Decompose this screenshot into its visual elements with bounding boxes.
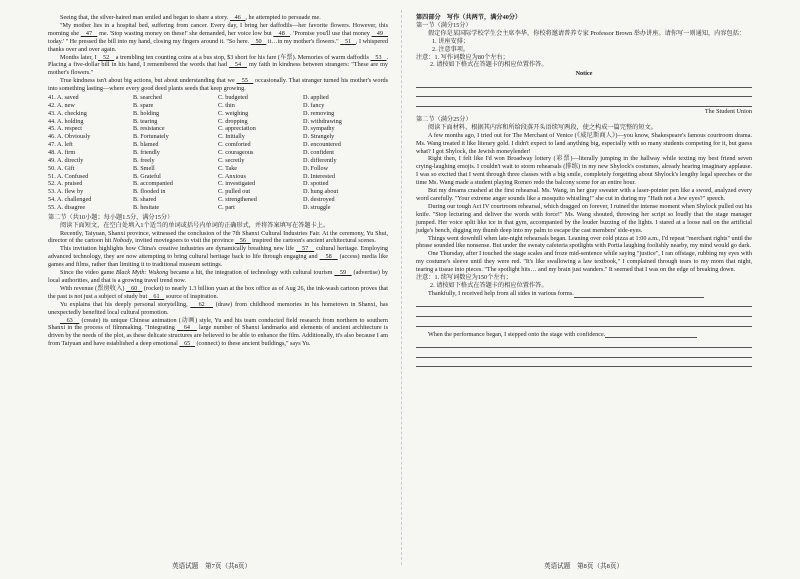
answer-line [416,88,752,98]
option-cell: 49. A. directly [48,156,84,164]
writing-sec1-title: 第一节（满分15分） [416,21,472,29]
story-paragraph-2: "My mother lies in a hospital bed, suffering from cancer. Every day, I bring her daffodils—her favorite flowers. However, this morning she 47 me. 'Stop wasting money on these!' she demanded, her voice low but 48 . 'Promise you'll use that money 49 today.' " He pressed the bill into my hand, closing my fingers around it. "So here. 50 it…in my mother's flowers." 51 , I whispered thanks over and over again. [48,21,389,53]
story-para-4: During our tough Act IV courtroom rehearsal, which dragged on forever, I ruined the intense moment when Shylock pulled out his knife. "Stop lecturing and deliver the words with force!" Ms. Wang shouted, throwing her script so loudly that the stage manager jumped. Her voice split like ice in that gym, accompanied by the louder buzzing of the lights. I stared at a loose nail on the artificial judge's bench, digging my thumb deep into my palm to escape the cast members' side-eyes. [416,202,752,234]
continuation-prompt-1: Thankfully, I received help from all sides in various forms. [416,290,752,298]
passage2-paragraph-4: With revenue (票房收入) 60 (rocket) to nearly 1.3 billion yuan at the box office as of Aug 26, the ink-wash cartoon proves that the past is not just a subject of study but 61 source of inspiration. [48,284,388,300]
story-paragraph-1: Seeing that, the silver-haired man smiled and began to share a story. 46 , he attempted to persuade me. [60,14,321,21]
option-cell: D. struggle [303,203,331,211]
option-cell: C. weighing [218,109,249,117]
option-cell: C. part [218,203,235,211]
option-row [48,204,388,212]
option-cell: 43. A. checking [48,109,87,117]
option-row [48,125,388,133]
option-row [48,133,388,141]
option-cell: B. searched [133,94,162,102]
option-cell: B. spare [133,101,154,109]
page-footer-left: 英语试题 第7页（共8页） [172,563,252,570]
option-row [48,118,388,126]
story-para-6: One Thursday, after I touched the stage scales and froze mid-sentence while saying "justice", I ran offstage, rubbing my eyes with my costume's sleeve until they were red. "It's like swallowing a law textbook," I complained through tears to my mom that night, tearing a tissue into pieces. "The spotlight hits… and my brain just wanders." It seemed that I was on the edge of breaking down. [416,250,752,274]
signature: The Student Union [704,108,752,116]
option-cell: B. tearing [133,117,158,125]
option-cell: D. removing [303,109,335,117]
left-column [48,14,388,348]
option-row [48,149,388,157]
option-row [48,110,388,118]
answer-line [416,338,752,348]
answer-line [416,358,752,368]
right-column [416,14,752,367]
story-para-2: Right then, I felt like I'd won Broadway lottery (彩票)—literally jumping in the hallway while texting my best friend seven crying-laughing emojis. I couldn't wait to storm rehearsals (排练) in my new Shylock's costumes, already hearing imaginary applause. I was so excited that I went through three classes with a big smile, completely forgetting about Shylock's lengthy legal speeches or the time Ms. Wang made a student playing Romeo redo the balcony scene for an entire hour. [416,155,752,187]
continuation-prompt-2: When the performance began, I stepped onto the stage with confidence. [416,331,752,339]
option-cell: C. investigated [218,180,256,188]
option-cell: C. strengthened [218,196,257,204]
option-cell: D. Interested [303,172,335,180]
option-row [48,173,388,181]
option-row [48,188,388,196]
passage2-paragraph-1: Recently, Taiyuan, Shanxi province, witnessed the conclusion of the 7th Shanxi Cultural Industries Fair. At the ceremony, Yu Shui, director of the cartoon hit Nobody, invited moviegoers to visit the province 56 inspired the cartoon's ancient architectural scenes. [48,229,388,245]
option-cell: C. thin [218,101,235,109]
option-cell: 50. A. Gift [48,164,75,172]
option-cell: C. Initially [218,133,245,141]
option-cell: D. destroyed [303,196,335,204]
option-cell: B. hesitate [133,203,160,211]
option-cell: C. Anxious [218,172,246,180]
option-cell: C. budgeted [218,94,248,102]
option-row [48,141,388,149]
option-row [48,180,388,188]
writing-sec2-title: 第二节（满分25分） [416,115,472,123]
option-cell: C. courageous [218,148,254,156]
writing-sec2-instruction: 阅读下面材料，根据其内容和所给段落开头语续写两段，使之构成一篇完整的短文。 [428,123,657,131]
option-cell: D. differently [303,156,337,164]
option-cell: 54. A. challenged [48,196,92,204]
blank-46: 46 [234,14,241,21]
option-cell: 53. A. flew by [48,188,84,196]
option-cell: B. shared [133,196,157,204]
option-cell: D. spotted [303,180,329,188]
option-cell: B. Smell [133,164,155,172]
story-para-1: A few months ago, I tried out for The Merchant of Venice (《威尼斯商人》)—you know, Shakespeare's famous courtroom drama. Ms. Wang treated it like literary gold. I didn't expect to land anything big, especially with so many students competing for it, but guess what? I got Shylock, the Jewish moneylender! [416,131,752,155]
option-cell: B. flooded in [133,188,166,196]
sec1-item-2: 2. 注意事项。 [432,45,470,53]
option-cell: B. holding [133,109,160,117]
option-cell: 45. A. respect [48,125,83,133]
passage2-paragraph-3: Since the video game Black Myth: Wukong became a hit, the integration of technology with cultural tourism 59 (advertise) by local authorities, and that is a growing travel trend now. [48,269,389,284]
option-cell: C. pulled out [218,188,251,196]
answer-line [416,317,752,327]
option-row [48,196,388,204]
option-row [48,102,388,110]
passage2-paragraph-5: Yu explains that his deeply personal storytelling, 62 (draw) from childhood memories in his hometown in Shanxi, has unexpectedly benefited local cultural promotion. [48,300,388,316]
note-2: 2. 请按如下格式在答题卡的相应位置作答。 [430,61,548,69]
option-cell: B. blamed [133,141,159,149]
option-cell: B. resistance [133,125,165,133]
option-cell: 48. A. firm [48,148,76,156]
section2-title: 第二节（共10小题；每小题1.5分，满分15分） [48,213,174,221]
option-cell: 44. A. holding [48,117,84,125]
option-cell: B. accompanied [133,180,173,188]
option-cell: B. Grateful [133,172,161,180]
note-3: 注意：1. 续写词数应为150个左右； [416,274,512,282]
answer-line [416,307,752,317]
option-cell: C. Take [218,164,238,172]
answer-line [416,97,752,107]
column-divider [401,10,402,565]
option-cell: D. withdrawing [303,117,342,125]
option-row [48,165,388,173]
answer-line [416,348,752,358]
page-footer-right: 英语试题 第8页（共8页） [544,563,624,570]
option-cell: D. confident [303,148,334,156]
part4-title: 第四部分 写作（共两节，满分40分） [416,14,522,21]
option-cell: B. Fortunately [133,133,169,141]
option-cell: D. hung about [303,188,339,196]
option-cell: B. friendly [133,148,160,156]
option-cell: C. comforted [218,141,251,149]
option-cell: 52. A. praised [48,180,83,188]
passage2-paragraph-6: 63 (create) its unique Chinese animation (动画) style, Yu and his team conducted field research from northern to southern Shanxi in the process of filmmaking. "Integrating 64 large number of Shanxi landmarks and elements of ancient architecture is driven by the needs of the plot, as these delicate structures are believed to be able to enhance the film. Additionally, it's also because I am from Taiyuan and have established a deep emotional 65 (connect) to these ancient buildings," says Yu. [48,316,389,348]
notice-title: Notice [575,70,593,78]
options-table [48,94,388,212]
note-4: 2. 请按如下格式在答题卡的相应位置作答。 [430,281,548,289]
story-para-3: But my dreams crashed at the first rehearsal. Ms. Wang, in her gray sweater with a laser-pointer pen like a sword, analyzed every word carefully. "Your extreme anger sounds like a mosquito whistling!" she cut in during my "Hath not a Jew eyes?" speech. [416,187,752,202]
option-cell: D. sympathy [303,125,335,133]
option-cell: 42. A. new [48,101,75,109]
story-paragraph-4: True kindness isn't about big actions, but about understanding that we 55 occasionally. That stranger turned his mother's words into something lasting—where every good deed plants seeds that keep growing. [48,77,389,93]
option-cell: D. encountered [303,141,341,149]
option-cell: 51. A. Confused [48,172,89,180]
option-row [48,94,388,102]
writing-sec1-instruction: 假定你是某国际学校学生会主席李华，你校将邀请普养专家 Professor Brown 举办讲座。请你写一则通知，内容包括： [428,29,746,37]
answer-line [416,298,752,308]
story-paragraph-3: Months later, I 52 a trembling ten counting coins at a bus stop, $3 short for his fare (车票). Memories of warm daffodils 53 . Placing a five-dollar bill in his hand, I remembered the words that had 54 my faith in kindness between strangers: "These are my mother's flowers." [48,53,389,77]
option-cell: 47. A. left [48,141,73,149]
option-cell: D. fancy [303,101,325,109]
option-cell: C. secretly [218,156,245,164]
sec1-item-1: 1. 讲座安排； [432,37,470,45]
option-cell: C. appreciation [218,125,256,133]
section2-instruction: 阅读下面短文，在空白处填入1个适当的单词或括号内单词的正确形式，并将答案填写在答题卡上。 [60,221,330,229]
option-cell: D. applied [303,94,329,102]
option-cell: C. dropping [218,117,248,125]
option-cell: D. Follow [303,164,329,172]
option-cell: 46. A. Obviously [48,133,91,141]
option-cell: D. Strangely [303,133,335,141]
note-1: 注意：1. 写作词数应为80个左右； [416,53,509,61]
option-cell: 41. A. saved [48,94,79,102]
answer-line [416,78,752,88]
option-cell: B. freely [133,156,155,164]
story-para-5: Things went downhill when late-night rehearsals began. Leaning over cold pizza at 1:00 a.m., I'd repeat "merchant rights" until the phrase sounded like nonsense. But under the sweaty cafeteria spotlights with Portia laughing foolishly nearby, my mind would go dark. [416,234,752,250]
option-cell: 55. A. disagree [48,203,86,211]
passage2-paragraph-2: This invitation highlights how China's creative industries are dynamically breathing new life 57 cultural heritage. Employing advanced technology, they are now attempting to bring cultural heritage back to life through engaging and 58 (access) media like games and films, rather than limiting it to traditional museum settings. [48,245,389,269]
option-row [48,157,388,165]
